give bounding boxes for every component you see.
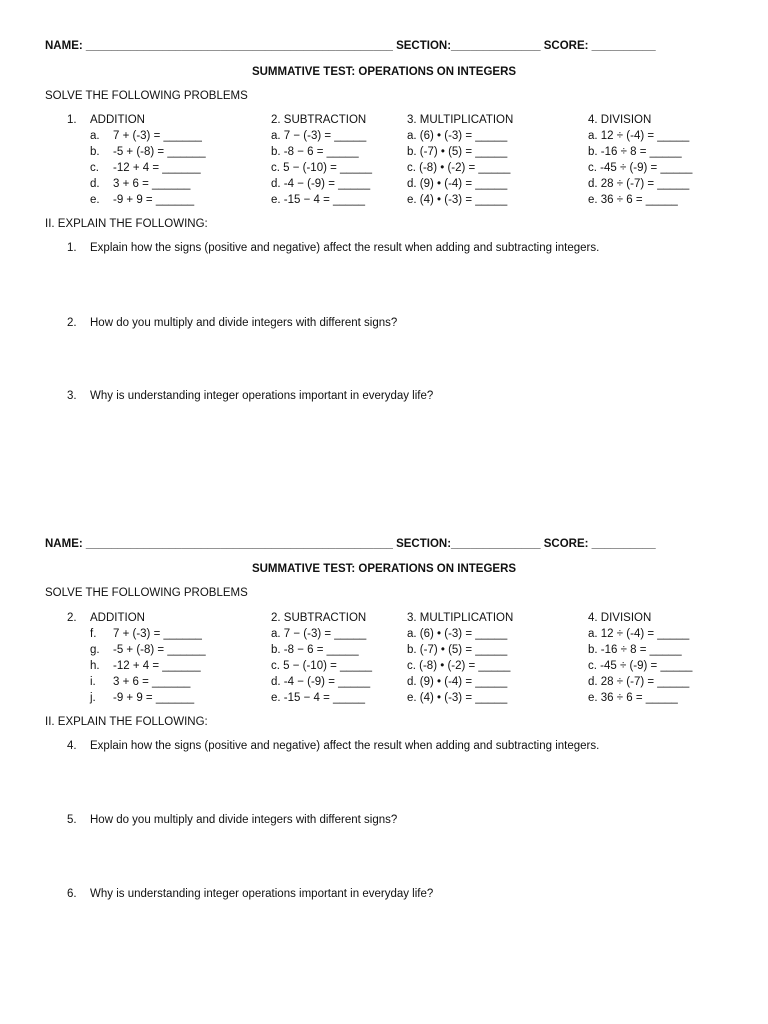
problem: -9 + 9 = ______ [113, 194, 195, 206]
problem-letter: c. [90, 162, 99, 174]
subtraction-heading: 2. SUBTRACTION [271, 612, 367, 624]
problem: b. -8 − 6 = _____ [271, 644, 359, 656]
problem: c. -45 ÷ (-9) = _____ [588, 162, 693, 174]
question-number: 1. [67, 242, 77, 254]
test-title: SUMMATIVE TEST: OPERATIONS ON INTEGERS [251, 563, 517, 575]
question-number: 2. [67, 317, 77, 329]
problem: b. -16 ÷ 8 = _____ [588, 146, 682, 158]
problem: c. 5 − (-10) = _____ [271, 660, 373, 672]
division-heading: 4. DIVISION [588, 612, 652, 624]
problem: c. 5 − (-10) = _____ [271, 162, 373, 174]
problem: c. -45 ÷ (-9) = _____ [588, 660, 693, 672]
test-title: SUMMATIVE TEST: OPERATIONS ON INTEGERS [251, 66, 517, 78]
question-text: How do you multiply and divide integers with different signs? [90, 814, 398, 826]
problem: b. -16 ÷ 8 = _____ [588, 644, 682, 656]
problem: e. 36 ÷ 6 = _____ [588, 194, 678, 206]
question-text: Why is understanding integer operations important in everyday life? [90, 390, 434, 402]
section-2-title: II. EXPLAIN THE FOLLOWING: [45, 716, 208, 728]
problem: b. (-7) • (5) = _____ [407, 644, 508, 656]
problem: e. -15 − 4 = _____ [271, 194, 365, 206]
subtraction-heading: 2. SUBTRACTION [271, 114, 367, 126]
problem: e. (4) • (-3) = _____ [407, 692, 508, 704]
problem: 3 + 6 = ______ [113, 178, 191, 190]
problem: -5 + (-8) = ______ [113, 146, 206, 158]
question-text: Explain how the signs (positive and negative) affect the result when adding and subtracting integers. [90, 740, 600, 752]
question-number: 4. [67, 740, 77, 752]
addition-number: 1. [67, 114, 77, 126]
problem-letter: h. [90, 660, 100, 672]
problem: 7 + (-3) = ______ [113, 628, 202, 640]
problem: 3 + 6 = ______ [113, 676, 191, 688]
problem: e. 36 ÷ 6 = _____ [588, 692, 678, 704]
problem-letter: i. [90, 676, 96, 688]
question-text: How do you multiply and divide integers with different signs? [90, 317, 398, 329]
problem: a. (6) • (-3) = _____ [407, 130, 508, 142]
problem: d. -4 − (-9) = _____ [271, 676, 371, 688]
problem: a. (6) • (-3) = _____ [407, 628, 508, 640]
section-2-title: II. EXPLAIN THE FOLLOWING: [45, 218, 208, 230]
problem: b. -8 − 6 = _____ [271, 146, 359, 158]
problem-letter: e. [90, 194, 100, 206]
addition-heading: ADDITION [90, 114, 145, 126]
problem: e. -15 − 4 = _____ [271, 692, 365, 704]
problem-letter: j. [90, 692, 96, 704]
question-number: 6. [67, 888, 77, 900]
problem: e. (4) • (-3) = _____ [407, 194, 508, 206]
problem: -12 + 4 = ______ [113, 162, 201, 174]
problem: d. -4 − (-9) = _____ [271, 178, 371, 190]
header-line: NAME: ________________________________________________ SECTION:______________ SCORE: __________ [45, 40, 656, 52]
problem: -9 + 9 = ______ [113, 692, 195, 704]
test-sheet-2 [0, 498, 768, 998]
problem: 7 + (-3) = ______ [113, 130, 202, 142]
problem-letter: f. [90, 628, 97, 640]
problem-letter: b. [90, 146, 100, 158]
question-text: Explain how the signs (positive and negative) affect the result when adding and subtracting integers. [90, 242, 600, 254]
problem-letter: d. [90, 178, 100, 190]
instruction: SOLVE THE FOLLOWING PROBLEMS [45, 90, 248, 102]
multiplication-heading: 3. MULTIPLICATION [407, 612, 514, 624]
problem: b. (-7) • (5) = _____ [407, 146, 508, 158]
problem: c. (-8) • (-2) = _____ [407, 660, 511, 672]
problem: d. 28 ÷ (-7) = _____ [588, 178, 690, 190]
header-line: NAME: ________________________________________________ SECTION:______________ SCORE: __________ [45, 538, 656, 550]
problem-letter: a. [90, 130, 100, 142]
problem: c. (-8) • (-2) = _____ [407, 162, 511, 174]
multiplication-heading: 3. MULTIPLICATION [407, 114, 514, 126]
question-number: 3. [67, 390, 77, 402]
question-text: Why is understanding integer operations important in everyday life? [90, 888, 434, 900]
problem-letter: g. [90, 644, 100, 656]
problem: a. 12 ÷ (-4) = _____ [588, 628, 690, 640]
addition-number: 2. [67, 612, 77, 624]
test-sheet-1 [0, 0, 768, 500]
problem: d. 28 ÷ (-7) = _____ [588, 676, 690, 688]
question-number: 5. [67, 814, 77, 826]
problem: d. (9) • (-4) = _____ [407, 676, 508, 688]
addition-heading: ADDITION [90, 612, 145, 624]
problem: -12 + 4 = ______ [113, 660, 201, 672]
division-heading: 4. DIVISION [588, 114, 652, 126]
problem: -5 + (-8) = ______ [113, 644, 206, 656]
instruction: SOLVE THE FOLLOWING PROBLEMS [45, 587, 248, 599]
problem: a. 7 − (-3) = _____ [271, 130, 367, 142]
problem: d. (9) • (-4) = _____ [407, 178, 508, 190]
problem: a. 7 − (-3) = _____ [271, 628, 367, 640]
problem: a. 12 ÷ (-4) = _____ [588, 130, 690, 142]
